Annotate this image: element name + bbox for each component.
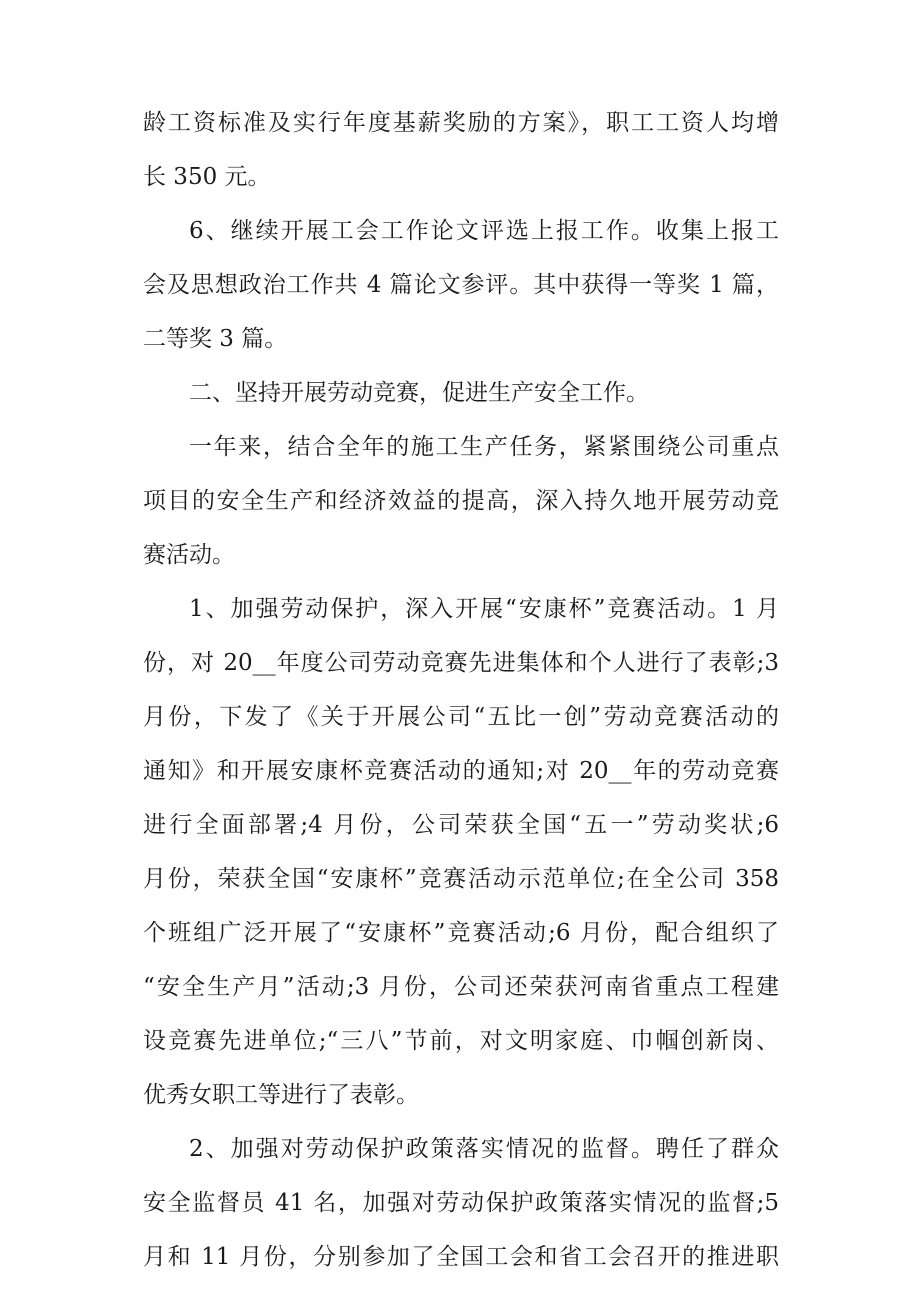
text-line: 长 350 元。 <box>143 164 271 190</box>
document-body <box>143 96 779 1284</box>
text-line: “安全生产月”活动;3 月份，公司还荣获河南省重点工程建 <box>143 974 779 1000</box>
text-line: 6、继续开展工会工作论文评选上报工作。收集上报工 <box>189 218 779 244</box>
text-line: 1、加强劳动保护，深入开展“安康杯”竞赛活动。1 月 <box>189 596 779 622</box>
text-line: 二等奖 3 篇。 <box>143 326 288 352</box>
text-line: 安全监督员 41 名，加强对劳动保护政策落实情况的监督;5 <box>143 1190 779 1216</box>
text-line: 龄工资标准及实行年度基薪奖励的方案》，职工工资人均增 <box>143 110 779 136</box>
text-line: 月份，荣获全国“安康杯”竞赛活动示范单位;在全公司 358 <box>143 866 779 892</box>
text-line: 一年来，结合全年的施工生产任务，紧紧围绕公司重点 <box>189 434 779 460</box>
text-line: 进行全面部署;4 月份，公司荣获全国“五一”劳动奖状;6 <box>143 812 779 838</box>
text-line: 月和 11 月份，分别参加了全国工会和省工会召开的推进职 <box>143 1244 779 1270</box>
section-heading: 二、坚持开展劳动竞赛，促进生产安全工作。 <box>189 380 649 406</box>
text-line: 设竞赛先进单位;“三八”节前，对文明家庭、巾帼创新岗、 <box>143 1028 779 1054</box>
text-line: 月份，下发了《关于开展公司“五比一创”劳动竞赛活动的 <box>143 704 779 730</box>
text-line: 2、加强对劳动保护政策落实情况的监督。聘任了群众 <box>189 1136 779 1162</box>
text-line: 会及思想政治工作共 4 篇论文参评。其中获得一等奖 1 篇， <box>143 272 779 298</box>
text-line: 份，对 20__年度公司劳动竞赛先进集体和个人进行了表彰;3 <box>143 650 779 676</box>
text-line: 项目的安全生产和经济效益的提高，深入持久地开展劳动竞 <box>143 488 779 514</box>
text-line: 赛活动。 <box>143 542 235 568</box>
text-line: 通知》和开展安康杯竞赛活动的通知;对 20__年的劳动竞赛 <box>143 758 779 784</box>
text-line: 个班组广泛开展了“安康杯”竞赛活动;6 月份，配合组织了 <box>143 920 779 946</box>
text-line: 优秀女职工等进行了表彰。 <box>143 1082 419 1108</box>
